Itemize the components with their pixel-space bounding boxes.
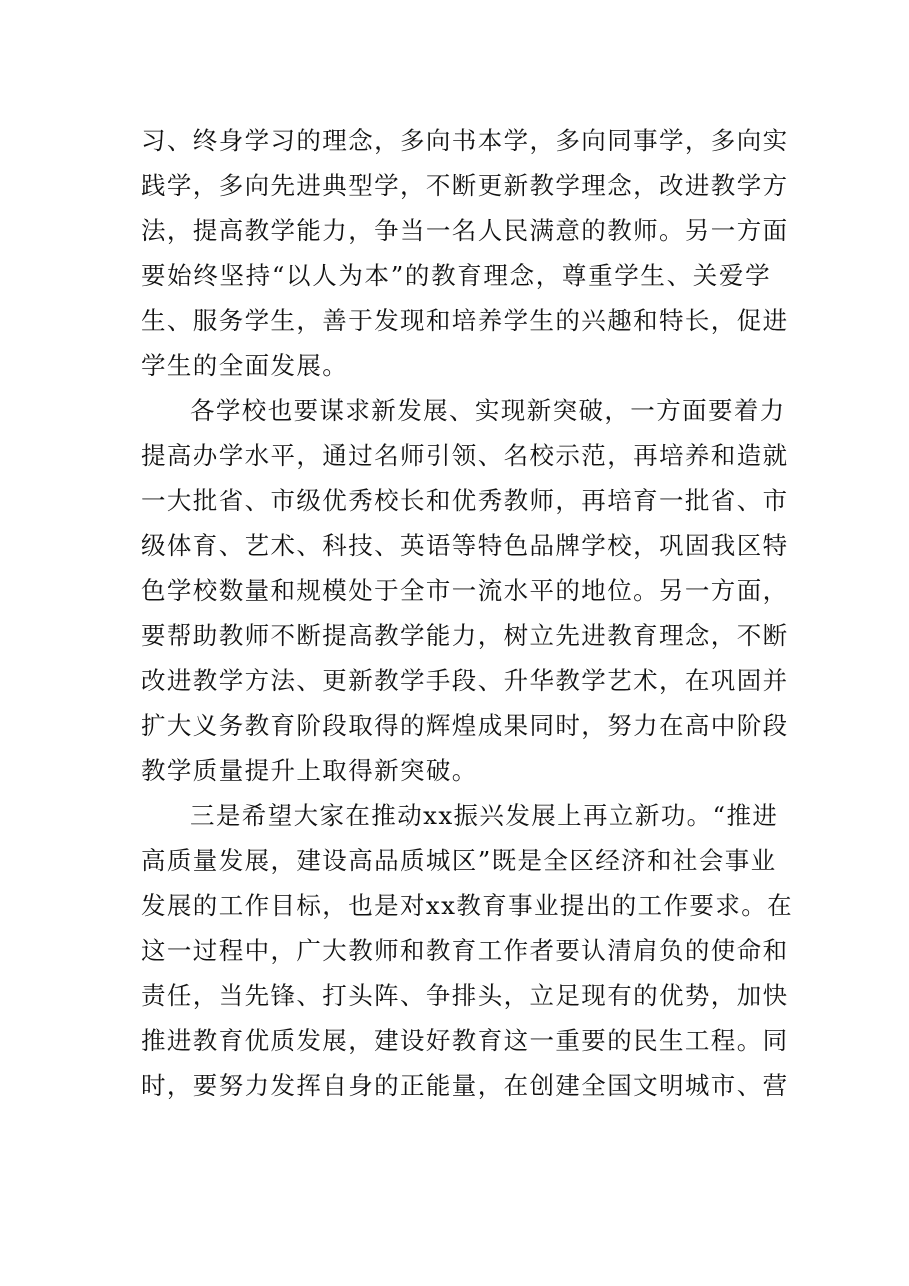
paragraph-3 (141, 793, 794, 1108)
text-line: 提高办学水平，通过名师引领、名校示范，再培养和造就 (141, 441, 789, 470)
paragraph-1 (141, 118, 789, 388)
text-line: 色学校数量和规模处于全市一流水平的地位。另一方面， (141, 576, 789, 605)
document-body (141, 118, 794, 1108)
text-line: 扩大义务教育阶段取得的辉煌成果同时，努力在高中阶段 (141, 711, 789, 740)
text-line: 高质量发展，建设高品质城区”既是全区经济和社会事业 (141, 846, 777, 875)
text-line: 一大批省、市级优秀校长和优秀教师，再培育一批省、市 (141, 486, 789, 515)
text-line: 践学，多向先进典型学，不断更新教学理念，改进教学方 (141, 171, 789, 200)
text-line: 习、终身学习的理念，多向书本学，多向同事学，多向实 (141, 126, 789, 155)
text-line: 法，提高教学能力，争当一名人民满意的教师。另一方面 (141, 216, 789, 245)
text-line: 生、服务学生，善于发现和培养学生的兴趣和特长，促进 (141, 306, 789, 335)
text-line: 要帮助教师不断提高教学能力，树立先进教育理念，不断 (141, 621, 789, 650)
text-line: 发展的工作目标，也是对xx教育事业提出的工作要求。在 (141, 891, 794, 920)
text-line: 要始终坚持“以人为本”的教育理念，尊重学生、关爱学 (141, 261, 771, 290)
text-line: 学生的全面发展。 (141, 351, 349, 380)
text-line: 级体育、艺术、科技、英语等特色品牌学校，巩固我区特 (141, 531, 789, 560)
text-line: 改进教学方法、更新教学手段、升华教学艺术，在巩固并 (141, 666, 789, 695)
text-line: 责任，当先锋、打头阵、争排头，立足现有的优势，加快 (141, 981, 789, 1010)
text-line: 教学质量提升上取得新突破。 (141, 756, 478, 785)
text-line: 三是希望大家在推动xx振兴发展上再立新功。“推进 (190, 801, 779, 830)
text-line: 推进教育优质发展，建设好教育这一重要的民生工程。同 (141, 1026, 789, 1055)
text-line: 各学校也要谋求新发展、实现新突破，一方面要着力 (190, 396, 786, 425)
text-line: 这一过程中，广大教师和教育工作者要认清肩负的使命和 (141, 936, 789, 965)
paragraph-2 (141, 388, 789, 793)
text-line: 时，要努力发挥自身的正能量，在创建全国文明城市、营 (141, 1071, 789, 1100)
